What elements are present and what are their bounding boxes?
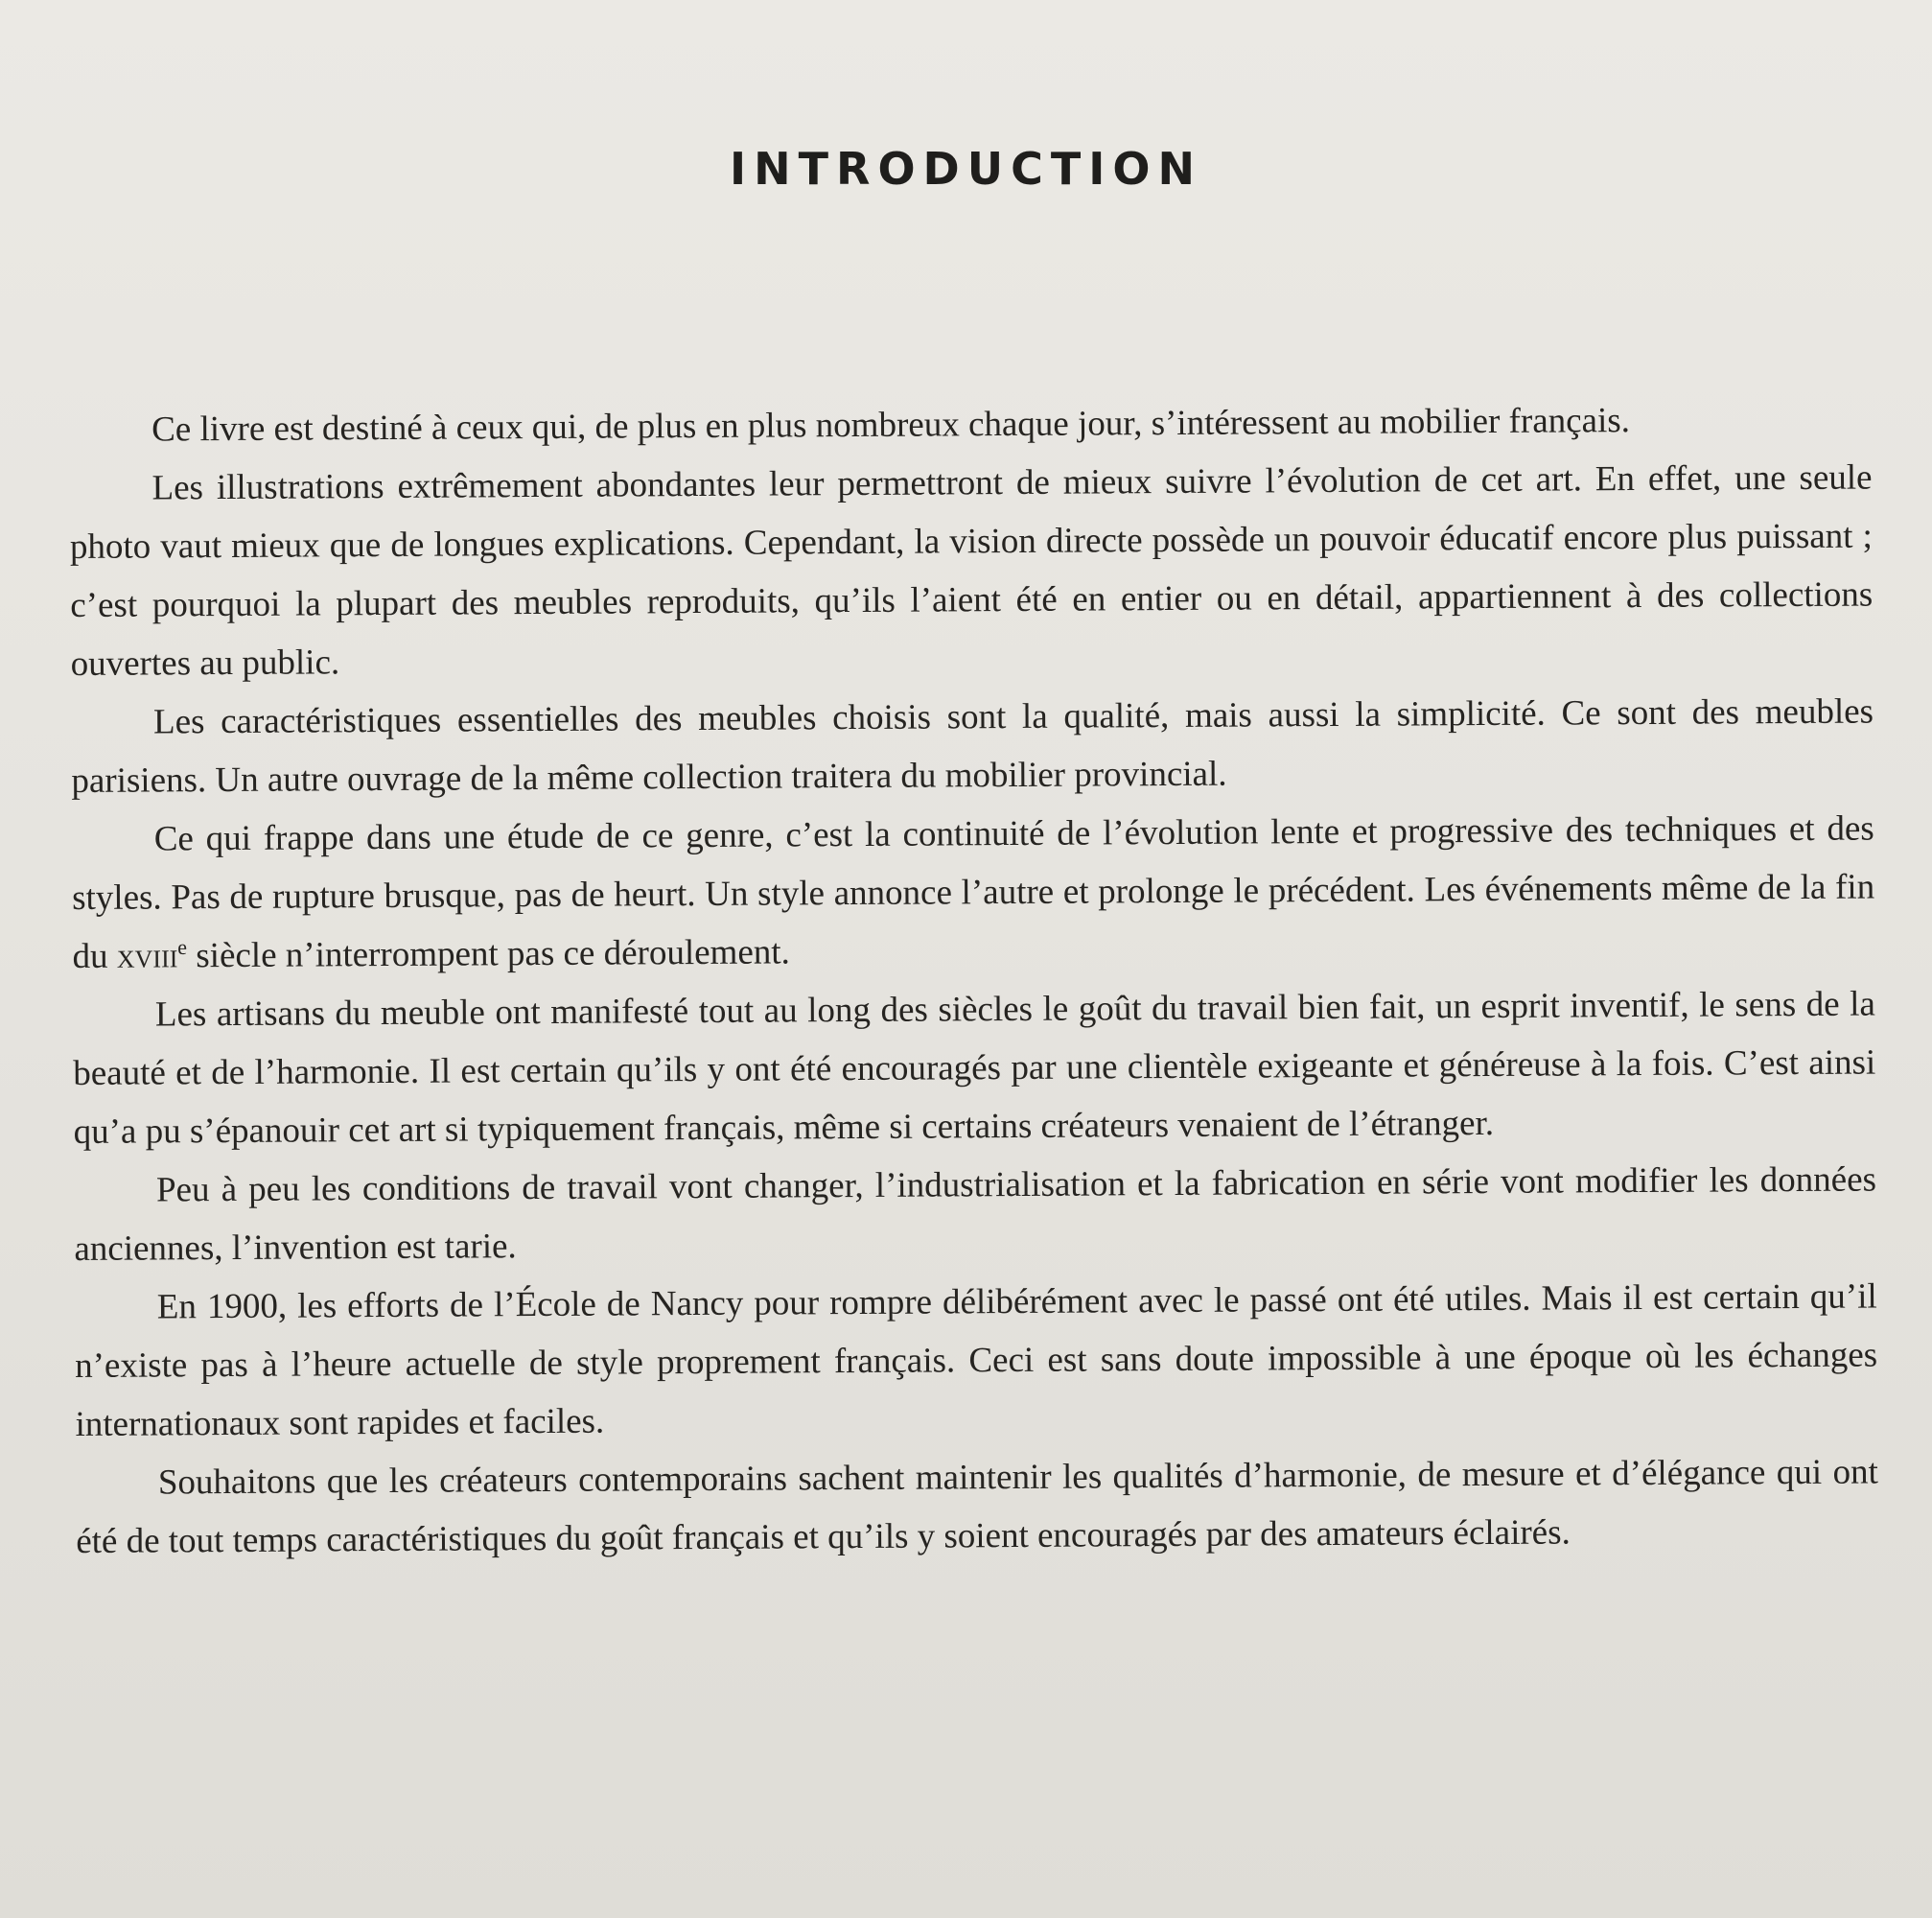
paragraph-4 [72, 800, 1875, 986]
paragraph-1: Ce livre est destiné à ceux qui, de plus en plus nombreux chaque jour, s’intéressent au mobilier français. [151, 401, 1631, 450]
introduction-body [69, 390, 1878, 1571]
paragraph-2: Les illustrations extrêmement abondantes leur permettront de mieux suivre l’évolution de cet art. En effet, une seule photo vaut mieux que de longues explications. Cependant, la vision directe possède un pouvoir éducatif encore plus puissant ; c’est pourquoi la plupart des meubles reproduits, qu’ils l’aient été en entier ou en détail, appartiennent à des collections ouvertes au public. [69, 457, 1874, 684]
paragraph-8: Souhaitons que les créateurs contemporains sachent maintenir les qualités d’harmonie, de mesure et d’élégance qui ont été de tout temps caractéristiques du goût français et qu’ils y soient encouragés par des amateurs éclairés. [76, 1452, 1878, 1561]
century-numeral: xviii [116, 936, 178, 976]
century-suffix: e [177, 934, 188, 959]
paragraph-7: En 1900, les efforts de l’École de Nancy pour rompre délibérément avec le passé ont été utiles. Mais il est certain qu’il n’existe pas à l’heure actuelle de style proprement français. Ceci est sans doute impossible à une époque où les échanges internationaux sont rapides et faciles. [75, 1276, 1878, 1444]
paragraph-3: Les caractéristiques essentielles des meubles choisis sont la qualité, mais aussi la simplicité. Ce sont des meubles parisiens. Un autre ouvrage de la même collection traitera du mobilier provincial. [71, 691, 1874, 801]
paragraph-5: Les artisans du meuble ont manifesté tout au long des siècles le goût du travail bien fait, un esprit inventif, le sens de la beauté et de l’harmonie. Il est certain qu’ils y ont été encouragés par une clientèle exigeante et généreuse à la fois. C’est ainsi qu’a pu s’épanouir cet art si typiquement français, même si certains créateurs venaient de l’étranger. [73, 984, 1876, 1152]
paragraph-4-text-after: siècle n’interrompent pas ce déroulement. [196, 932, 790, 976]
paragraph-4-text-before: Ce qui frappe dans une étude de ce genre, c’est la continuité de l’évolution lente et progressive des techniques et des styles. Pas de rupture brusque, pas de heurt. Un style annonce l’autre et prolonge le précédent. Les événements même de la fin du [72, 808, 1875, 976]
paragraph-6: Peu à peu les conditions de travail vont changer, l’industrialisation et la fabrication en série vont modifier les données anciennes, l’invention est tarie. [74, 1159, 1877, 1269]
page-title: INTRODUCTION [730, 142, 1202, 195]
